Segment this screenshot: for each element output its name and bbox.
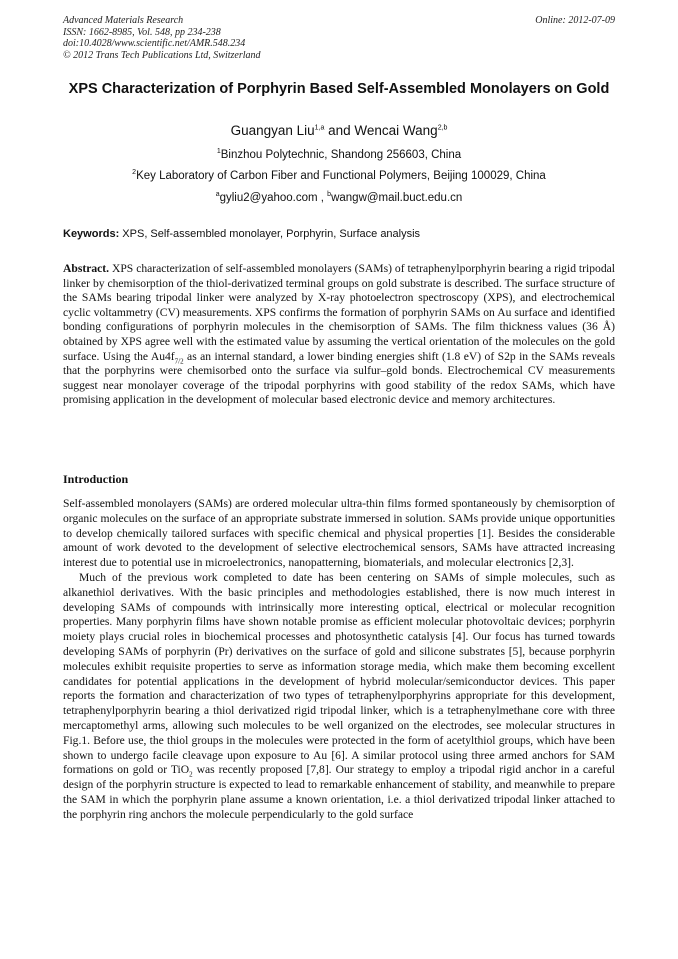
abstract-text-2: as an internal standard, a lower binding energies shift (1.8 eV) of S2p in the SAMs reveals that the porphyrins were chemisorbed onto the surface via sulfur–gold bonds. Electrochemical CV measurements suggest near monolayer coverage of the tripodal porphyrins with good stability of the redox SAMs, which have promising application in the development of molecular based electronic device and memory architectures. xyxy=(63,349,615,407)
email-line xyxy=(63,192,615,204)
paragraph-1: Self-assembled monolayers (SAMs) are ordered molecular ultra-thin films formed spontaneously by chemisorption of organic molecules on the surface of an appropriate substrate immersed in solution. SAMs provide unique opportunities to develop chemically tailored surfaces with specific chemical and physical properties [1]. Besides the considerable amount of work devoted to the development of selective electrochemical sensors, SAMs have attracted increasing interest due to potential use in microelectronics, nanopatterning, biomaterials, and molecular electronics [2,3]. xyxy=(63,497,615,570)
doi-line: doi:10.4028/www.scientific.net/AMR.548.234 xyxy=(63,38,246,49)
email-a[interactable]: gyliu2@yahoo.com , xyxy=(219,192,328,204)
copyright-line: © 2012 Trans Tech Publications Ltd, Switzerland xyxy=(63,49,261,61)
abstract-subscript: 7/2 xyxy=(174,356,184,365)
author-line xyxy=(63,123,615,138)
section-heading-introduction: Introduction xyxy=(63,472,129,486)
online-date: Online: 2012-07-09 xyxy=(535,15,615,26)
email-b[interactable]: wangw@mail.buct.edu.cn xyxy=(331,192,463,204)
email-a-sup: a xyxy=(215,191,220,199)
paragraph-2-text-1: Much of the previous work completed to date has been centering on SAMs of simple molecules, such as alkanethiol derivatives. With the basic principles and methodologies established, there is now much interest in developing SAMs of compounds with intrinsically more interesting optical, electrical or molecular recognition properties. Many porphyrin films have shown notable promise as efficient molecular photovoltaic devices; porphyrin moiety plays crucial roles in biochemical processes and photosynthetic catalysis [4]. Our focus has turned towards developing SAMs of porphyrin (Pr) derivatives on the surface of gold and silicone substrates [5], because porphyrin molecules exhibit requisite properties to serve as information storage media, which make them becoming excellent candidates for potential applications in the development of hybrid molecular/semiconductor devices. This paper reports the formation and characterization of two types of tetraphenylporphyrins appropriate for this development, tetraphenylporphyrin bearing a thiol derivatized rigid tripodal linker, which is a tetraphenylmethane core with three mercaptomethyl arms, allowing such molecules to be well organized on the electrodes, see molecular structures in Fig.1. Before use, the thiol groups in the molecules were protected in the form of acetylthiol groups, which have been shown to undergo facile cleavage upon exposure to Au [6]. A similar protocol using three armed anchors for SAM formations on gold or TiO xyxy=(63,570,615,777)
author-1: Guangyan Liu xyxy=(230,123,315,138)
affiliation-2-text: Key Laboratory of Carbon Fiber and Functional Polymers, Beijing 100029, China xyxy=(136,170,546,182)
email-b-sup: b xyxy=(327,191,332,199)
affiliation-2 xyxy=(63,170,615,182)
issn-line: ISSN: 1662-8985, Vol. 548, pp 234-238 xyxy=(63,26,221,38)
abstract xyxy=(63,262,615,408)
journal-metadata xyxy=(63,15,261,61)
journal-name: Advanced Materials Research xyxy=(63,15,184,26)
keywords-text: XPS, Self-assembled monolayer, Porphyrin, Surface analysis xyxy=(119,228,421,240)
paragraph-2-subscript: 2 xyxy=(189,770,193,779)
paragraph-2-text-2: was recently proposed [7,8]. Our strategy to employ a tripodal rigid anchor in a careful design of the porphyrin structure is expected to lead to remarkable enhancement of stability, and meanwhile to prepare the SAM in which the porphyrin plane assume a known orientation, i.e. a thiol derivatized tripodal linker attached to the porphyrin ring anchors the molecule perpendicularly to the gold surface xyxy=(63,763,615,821)
affiliation-1 xyxy=(63,149,615,161)
author-2-sup: 2,b xyxy=(437,124,448,132)
introduction-body xyxy=(63,497,615,823)
keywords-label: Keywords: xyxy=(63,228,120,240)
abstract-text-1: XPS characterization of self-assembled monolayers (SAMs) of tetraphenylporphyrin bearing a rigid tripodal linker by chemisorption of the thiol-derivatized terminal groups on gold substrate is described. The surface structure of the SAMs bearing tripodal linker were analyzed by X-ray photoelectron spectroscopy (XPS), and electrochemical cyclic voltammetry (CV) measurements. XPS confirms the formation of porphyrin SAMs on Au surface and identified bonding configurations of porphyrin molecules in the chemisorption of SAMs. The film thickness values (36 Å) obtained by XPS agree well with the estimated value by assuming the vertical orientation of the molecules on the gold surface. Using the Au4f xyxy=(63,262,615,363)
author-and: and xyxy=(324,123,355,138)
keywords xyxy=(63,228,615,240)
paragraph-2 xyxy=(63,571,615,823)
affiliation-2-sup: 2 xyxy=(132,169,137,177)
abstract-label: Abstract. xyxy=(63,262,110,275)
paper-title: XPS Characterization of Porphyrin Based Self-Assembled Monolayers on Gold xyxy=(68,81,610,97)
author-1-sup: 1,a xyxy=(314,124,325,132)
affiliation-1-sup: 1 xyxy=(216,148,221,156)
affiliation-1-text: Binzhou Polytechnic, Shandong 256603, China xyxy=(220,149,462,161)
author-2: Wencai Wang xyxy=(354,123,438,138)
